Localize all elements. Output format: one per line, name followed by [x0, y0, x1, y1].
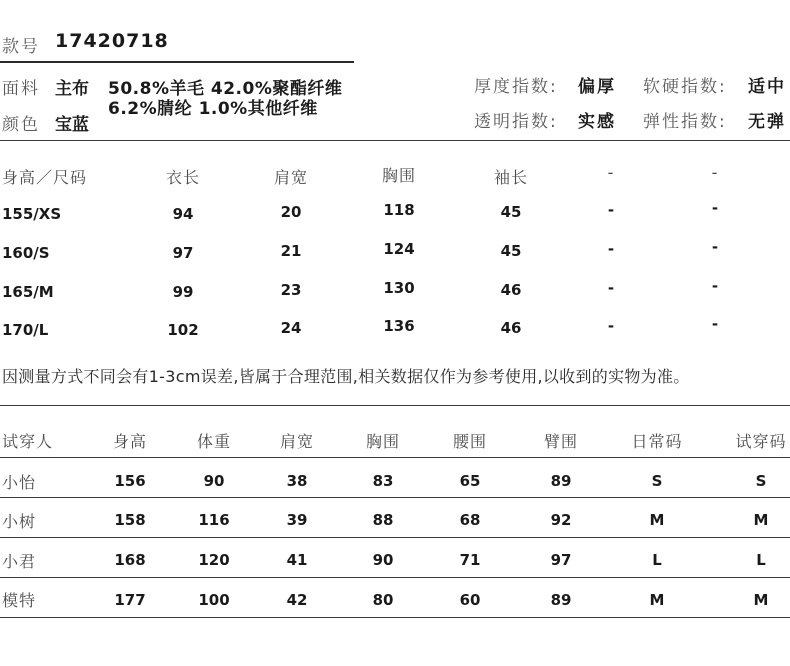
- softness-label: 软硬指数:: [643, 77, 727, 97]
- divider-fabric: [0, 140, 790, 141]
- size-cell: 136: [383, 317, 415, 335]
- size-cell: 46: [500, 281, 522, 299]
- model-cell-name: 小君: [2, 552, 37, 571]
- model-cell: 41: [286, 551, 308, 569]
- model-cell: 65: [459, 472, 481, 490]
- elasticity-label: 弹性指数:: [643, 112, 727, 132]
- size-cell: 160/S: [2, 244, 50, 262]
- size-cell: 165/M: [2, 283, 54, 301]
- model-cell: M: [753, 591, 769, 609]
- model-cell: 42: [286, 591, 308, 609]
- size-cell: 45: [500, 203, 522, 221]
- thickness-value: 偏厚: [578, 77, 616, 97]
- size-cell: 170/L: [2, 321, 49, 339]
- model-cell: 38: [286, 472, 308, 490]
- size-header-length: 衣长: [165, 168, 201, 187]
- model-cell: 116: [198, 511, 230, 529]
- model-cell-name: 小树: [2, 512, 37, 531]
- size-cell: 24: [280, 319, 302, 337]
- model-cell: 89: [550, 472, 572, 490]
- fabric-composition-line1: 50.8%羊毛 42.0%聚酯纤维: [108, 79, 343, 99]
- size-cell: -: [607, 317, 615, 335]
- divider-model-header: [0, 457, 790, 458]
- fabric-composition-line2: 6.2%腈纶 1.0%其他纤维: [108, 99, 318, 119]
- fabric-main-label: 主布: [55, 79, 89, 99]
- model-header-tester: 试穿人: [2, 432, 54, 451]
- model-cell: S: [755, 472, 767, 490]
- row-divider: [0, 577, 790, 578]
- model-cell-name: 模特: [2, 591, 37, 610]
- model-cell: M: [649, 591, 665, 609]
- model-cell: 90: [203, 472, 225, 490]
- size-cell: 94: [172, 205, 194, 223]
- size-cell: -: [711, 199, 719, 217]
- model-cell: 80: [372, 591, 394, 609]
- size-cell: 124: [383, 240, 415, 258]
- thickness-label: 厚度指数:: [474, 77, 558, 97]
- model-cell: 68: [459, 511, 481, 529]
- model-cell: 83: [372, 472, 394, 490]
- measurement-note: 因测量方式不同会有1-3cm误差,皆属于合理范围,相关数据仅作为参考使用,以收到的实物为准。: [2, 367, 690, 386]
- transparency-value: 实感: [578, 112, 616, 132]
- divider-model-top: [0, 405, 790, 406]
- model-header-weight: 体重: [196, 432, 232, 451]
- row-divider: [0, 537, 790, 538]
- size-cell: 23: [280, 281, 302, 299]
- model-cell: 158: [114, 511, 146, 529]
- model-cell-name: 小怡: [2, 473, 37, 492]
- model-cell: 92: [550, 511, 572, 529]
- model-cell: M: [753, 511, 769, 529]
- size-header-extra1: -: [607, 163, 615, 182]
- model-cell: S: [651, 472, 663, 490]
- size-cell: -: [607, 279, 615, 297]
- size-cell: 99: [172, 283, 194, 301]
- divider-model-bottom: [0, 617, 790, 618]
- size-header-extra2: -: [711, 163, 719, 182]
- model-header-chest: 胸围: [365, 432, 401, 451]
- model-header-arm: 臂围: [543, 432, 579, 451]
- model-cell: 90: [372, 551, 394, 569]
- size-header-height-size: 身高／尺码: [2, 168, 88, 187]
- size-cell: 155/XS: [2, 205, 62, 223]
- softness-value: 适中: [748, 77, 786, 97]
- size-cell: 130: [383, 279, 415, 297]
- row-divider: [0, 497, 790, 498]
- style-number-label: 款号: [2, 37, 40, 57]
- model-cell: 89: [550, 591, 572, 609]
- model-cell: L: [652, 551, 662, 569]
- model-cell: L: [756, 551, 766, 569]
- color-value: 宝蓝: [55, 115, 89, 135]
- model-cell: M: [649, 511, 665, 529]
- size-cell: -: [607, 201, 615, 219]
- model-cell: 177: [114, 591, 146, 609]
- size-cell: -: [607, 240, 615, 258]
- transparency-label: 透明指数:: [474, 112, 558, 132]
- fabric-label: 面料: [2, 79, 40, 99]
- divider-top: [0, 61, 354, 63]
- size-header-shoulder: 肩宽: [273, 168, 309, 187]
- model-header-height: 身高: [112, 432, 148, 451]
- size-cell: 45: [500, 242, 522, 260]
- size-cell: -: [711, 315, 719, 333]
- size-cell: 118: [383, 201, 415, 219]
- model-cell: 71: [459, 551, 481, 569]
- size-header-sleeve: 袖长: [493, 168, 529, 187]
- size-cell: 97: [172, 244, 194, 262]
- model-cell: 88: [372, 511, 394, 529]
- model-header-shoulder: 肩宽: [279, 432, 315, 451]
- elasticity-value: 无弹: [748, 112, 786, 132]
- color-label: 颜色: [2, 115, 40, 135]
- model-header-daily-size: 日常码: [631, 432, 683, 451]
- model-cell: 168: [114, 551, 146, 569]
- size-cell: 46: [500, 319, 522, 337]
- model-cell: 97: [550, 551, 572, 569]
- model-header-tried-size: 试穿码: [735, 432, 787, 451]
- style-number-value: 17420718: [55, 30, 169, 52]
- model-header-waist: 腰围: [452, 432, 488, 451]
- model-cell: 100: [198, 591, 230, 609]
- model-cell: 156: [114, 472, 146, 490]
- model-cell: 120: [198, 551, 230, 569]
- size-cell: 102: [167, 321, 199, 339]
- size-cell: -: [711, 277, 719, 295]
- size-cell: 21: [280, 242, 302, 260]
- size-header-chest: 胸围: [381, 166, 417, 185]
- model-cell: 39: [286, 511, 308, 529]
- size-cell: 20: [280, 203, 302, 221]
- model-cell: 60: [459, 591, 481, 609]
- size-cell: -: [711, 238, 719, 256]
